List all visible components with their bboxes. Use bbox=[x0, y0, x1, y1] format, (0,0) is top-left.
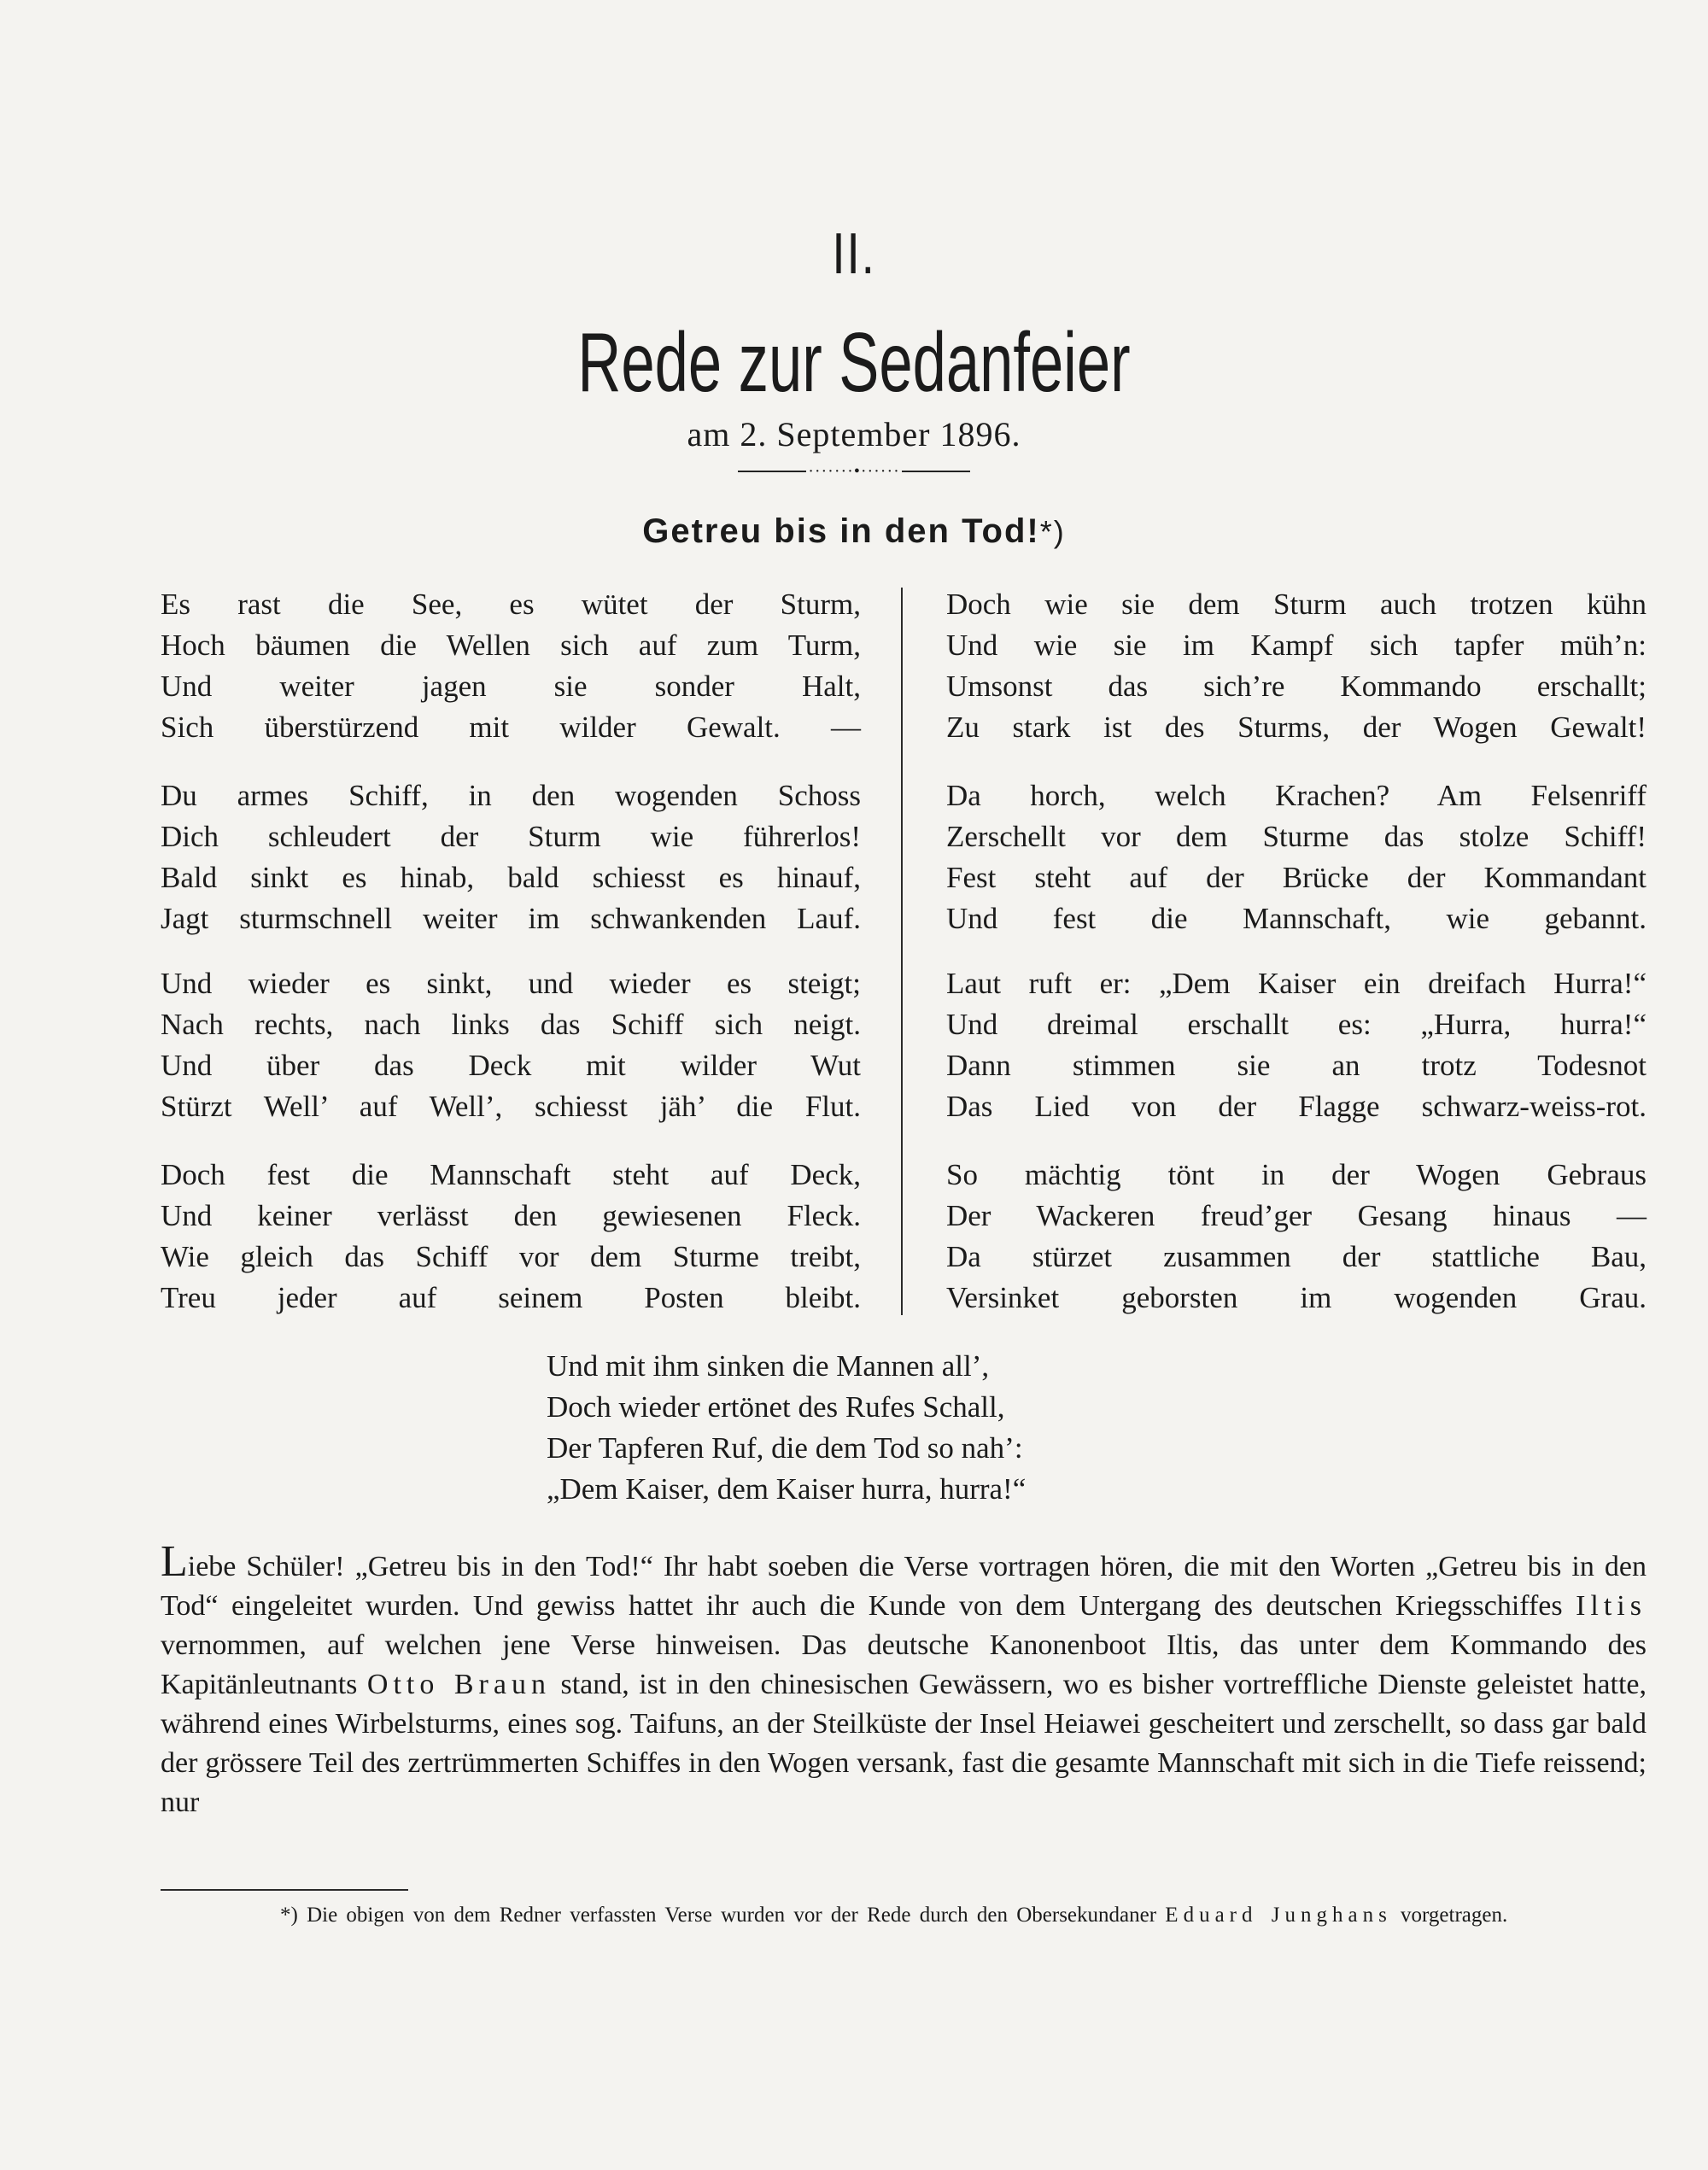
footnote bbox=[161, 1898, 1647, 1933]
speech-paragraph bbox=[161, 1537, 1647, 1822]
verse-line: Umsonst das sich’re Kommando erschallt; bbox=[946, 670, 1647, 703]
footnote-text: vorgetragen. bbox=[1391, 1904, 1508, 1927]
closing-stanza bbox=[547, 1346, 1315, 1510]
stanza-left-3 bbox=[161, 963, 861, 1127]
verse-line: Der Wackeren freud’ger Gesang hinaus — bbox=[946, 1199, 1647, 1232]
captain-name: Otto Braun bbox=[366, 1669, 551, 1700]
verse-line: Und weiter jagen sie sonder Halt, bbox=[161, 670, 861, 703]
reciter-name: Eduard Junghans bbox=[1165, 1904, 1392, 1927]
poem-title-text: Getreu bis in den Tod! bbox=[642, 512, 1040, 550]
verse-line: Doch wieder ertönet des Rufes Schall, bbox=[547, 1390, 1005, 1424]
verse-line: Wie gleich das Schiff vor dem Sturme treibt, bbox=[161, 1240, 861, 1273]
ship-name: Iltis bbox=[1576, 1590, 1647, 1622]
verse-line: Zu stark ist des Sturms, der Wogen Gewalt! bbox=[946, 711, 1647, 744]
verse-line: Nach rechts, nach links das Schiff sich neigt. bbox=[161, 1008, 861, 1041]
verse-line: Hoch bäumen die Wellen sich auf zum Turm, bbox=[161, 629, 861, 662]
ornament-divider: ·······•······ bbox=[0, 461, 1708, 482]
stanza-right-1 bbox=[946, 584, 1647, 748]
verse-line: Treu jeder auf seinem Posten bleibt. bbox=[161, 1281, 861, 1314]
footnote-text: *) Die obigen von dem Redner verfassten Verse wurden vor der Rede durch den Obersekundaner bbox=[280, 1904, 1166, 1927]
verse-line: Und über das Deck mit wilder Wut bbox=[161, 1049, 861, 1082]
paragraph-text: iebe Schüler! „Getreu bis in den Tod!“ Ihr habt soeben die Verse vortragen hören, die mit den Worten „Getreu bis in den Tod“ eingeleitet wurden. Und gewiss hattet ihr auch die Kunde von dem Untergang des deutschen Kriegsschiffes bbox=[161, 1551, 1647, 1622]
stanza-left-2 bbox=[161, 775, 861, 939]
verse-line: Jagt sturmschnell weiter im schwankenden Lauf. bbox=[161, 902, 861, 935]
verse-line: Und dreimal erschallt es: „Hurra, hurra!“ bbox=[946, 1008, 1647, 1041]
verse-line: Dann stimmen sie an trotz Todesnot bbox=[946, 1049, 1647, 1082]
verse-line: Doch fest die Mannschaft steht auf Deck, bbox=[161, 1158, 861, 1191]
footnote-marker: *) bbox=[1039, 514, 1066, 549]
stanza-left-1 bbox=[161, 584, 861, 748]
verse-line: Und wie sie im Kampf sich tapfer müh’n: bbox=[946, 629, 1647, 662]
verse-line: Bald sinkt es hinab, bald schiesst es hinauf, bbox=[161, 861, 861, 894]
verse-line: Laut ruft er: „Dem Kaiser ein dreifach Hurra!“ bbox=[946, 967, 1647, 1000]
verse-line: „Dem Kaiser, dem Kaiser hurra, hurra!“ bbox=[547, 1472, 1027, 1506]
verse-line: Du armes Schiff, in den wogenden Schoss bbox=[161, 779, 861, 812]
verse-line: Da stürzet zusammen der stattliche Bau, bbox=[946, 1240, 1647, 1273]
date-line: am 2. September 1896. bbox=[687, 415, 1021, 453]
verse-line: Der Tapferen Ruf, die dem Tod so nah’: bbox=[547, 1431, 1023, 1465]
drop-cap: L bbox=[161, 1537, 188, 1586]
paragraph-text: stand, ist in den chinesischen Gewässern, wo es bisher vortreffliche Dienste geleistet hatte, während eines Wirbelsturms, eines sog. Taifuns, an der Steilküste der Insel Heiawei gescheitert und zerschellt, so dass gar bald der grössere Teil des zertrümmerten Schiffes in den Wogen versank, fast die gesamte Mannschaft mit sich in die Tiefe reissend; nur bbox=[161, 1669, 1647, 1818]
verse-line: Es rast die See, es wütet der Sturm, bbox=[161, 588, 861, 621]
verse-line: Doch wie sie dem Sturm auch trotzen kühn bbox=[946, 588, 1647, 621]
verse-line: Das Lied von der Flagge schwarz-weiss-rot. bbox=[946, 1090, 1647, 1123]
verse-line: Zerschellt vor dem Sturme das stolze Schiff! bbox=[946, 820, 1647, 853]
verse-line: Und mit ihm sinken die Mannen all’, bbox=[547, 1349, 990, 1383]
poem-title bbox=[0, 512, 1708, 551]
verse-line: Dich schleudert der Sturm wie führerlos! bbox=[161, 820, 861, 853]
verse-line: Stürzt Well’ auf Well’, schiesst jäh’ die Flut. bbox=[161, 1090, 861, 1123]
column-divider bbox=[901, 588, 903, 1315]
verse-line: Da horch, welch Krachen? Am Felsenriff bbox=[946, 779, 1647, 812]
verse-line: Sich überstürzend mit wilder Gewalt. — bbox=[161, 711, 861, 744]
stanza-right-4 bbox=[946, 1155, 1647, 1319]
verse-line: So mächtig tönt in der Wogen Gebraus bbox=[946, 1158, 1647, 1191]
chapter-numeral: II. bbox=[832, 221, 876, 286]
paragraph-text: vernommen, auf welchen jene Verse hinweisen. Das deutsche Kanonenboot Iltis, das unter dem Kommando des Kapitänleutnants bbox=[161, 1629, 1647, 1700]
page-title: Rede zur Sedanfeier bbox=[577, 315, 1131, 409]
verse-line: Fest steht auf der Brücke der Kommandant bbox=[946, 861, 1647, 894]
verse-line: Versinket geborsten im wogenden Grau. bbox=[946, 1281, 1647, 1314]
verse-line: Und wieder es sinkt, und wieder es steigt; bbox=[161, 967, 861, 1000]
verse-line: Und fest die Mannschaft, wie gebannt. bbox=[946, 902, 1647, 935]
verse-line: Und keiner verlässt den gewiesenen Fleck. bbox=[161, 1199, 861, 1232]
footnote-rule bbox=[161, 1889, 408, 1891]
stanza-right-2 bbox=[946, 775, 1647, 939]
stanza-right-3 bbox=[946, 963, 1647, 1127]
stanza-left-4 bbox=[161, 1155, 861, 1319]
